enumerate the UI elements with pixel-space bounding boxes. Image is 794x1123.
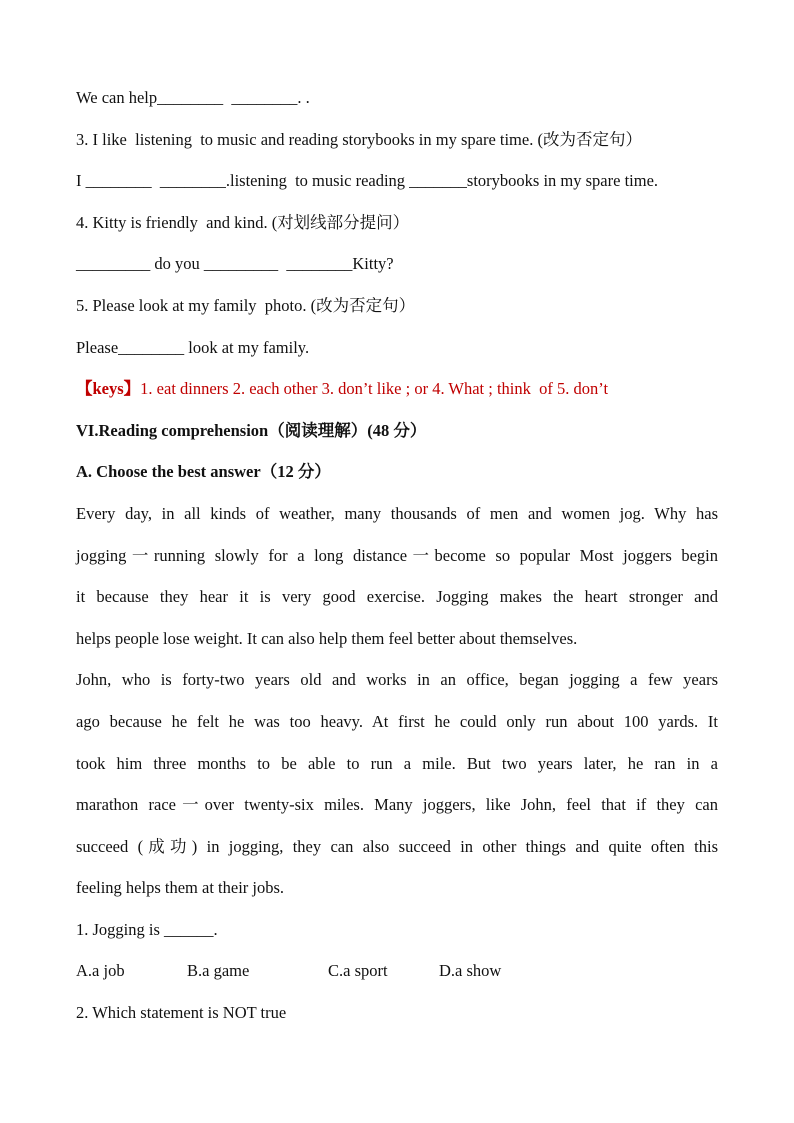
passage-line: marathon race一over twenty-six miles. Many joggers, like John, feel that if they can — [76, 795, 718, 815]
worksheet-page — [76, 84, 718, 1041]
comprehension-question-1: 1. Jogging is ______. — [76, 919, 218, 939]
answer-line-4: _________ do you _________ ________Kitty? — [76, 254, 394, 274]
section-title: VI.Reading comprehension（阅读理解）(48 分） — [76, 420, 427, 440]
passage-line: took him three months to be able to run a mile. But two years later, he ran in a — [76, 753, 718, 773]
question-5: 5. Please look at my family photo. (改为否定句） — [76, 295, 416, 315]
keys-text: 1. eat dinners 2. each other 3. don’t like ; or 4. What ; think of 5. don’t — [140, 379, 609, 399]
reading-passage — [76, 500, 718, 916]
keys-bracket-open: 【 — [76, 379, 93, 399]
fill-blank-line-help: We can help________ ________. . — [76, 88, 310, 107]
answer-keys — [76, 375, 718, 417]
passage-line: succeed (成功) in jogging, they can also succeed in other things and quite often this — [76, 836, 718, 856]
keys-bracket-close: 】 — [123, 379, 141, 399]
option-d: D.a show — [439, 961, 502, 981]
keys-label: keys — [92, 379, 124, 399]
option-b: B.a game — [187, 961, 250, 981]
passage-line: it because they hear it is very good exercise. Jogging makes the heart stronger and — [76, 587, 718, 607]
question-4: 4. Kitty is friendly and kind. (对划线部分提问） — [76, 212, 410, 232]
passage-line: Every day, in all kinds of weather, many thousands of men and women jog. Why has — [76, 503, 718, 523]
passage-line: ago because he felt he was too heavy. At first he could only run about 100 yards. It — [76, 711, 718, 731]
answer-line-3: I ________ ________.listening to music reading _______storybooks in my spare time. — [76, 171, 659, 191]
passage-line: John, who is forty-two years old and works in an office, began jogging a few years — [76, 670, 718, 690]
passage-line: jogging一running slowly for a long distance一become so popular Most joggers begin — [76, 545, 718, 565]
answer-line-5: Please________ look at my family. — [76, 337, 310, 357]
question-1-options — [76, 957, 718, 999]
section-subtitle: A. Choose the best answer（12 分） — [76, 462, 331, 482]
comprehension-question-2: 2. Which statement is NOT true — [76, 1003, 287, 1023]
passage-line: helps people lose weight. It can also help them feel better about themselves. — [76, 628, 578, 648]
question-3: 3. I like listening to music and reading storybooks in my spare time. (改为否定句） — [76, 129, 642, 149]
passage-line: feeling helps them at their jobs. — [76, 878, 285, 898]
option-a: A.a job — [76, 961, 125, 981]
option-c: C.a sport — [328, 961, 388, 981]
